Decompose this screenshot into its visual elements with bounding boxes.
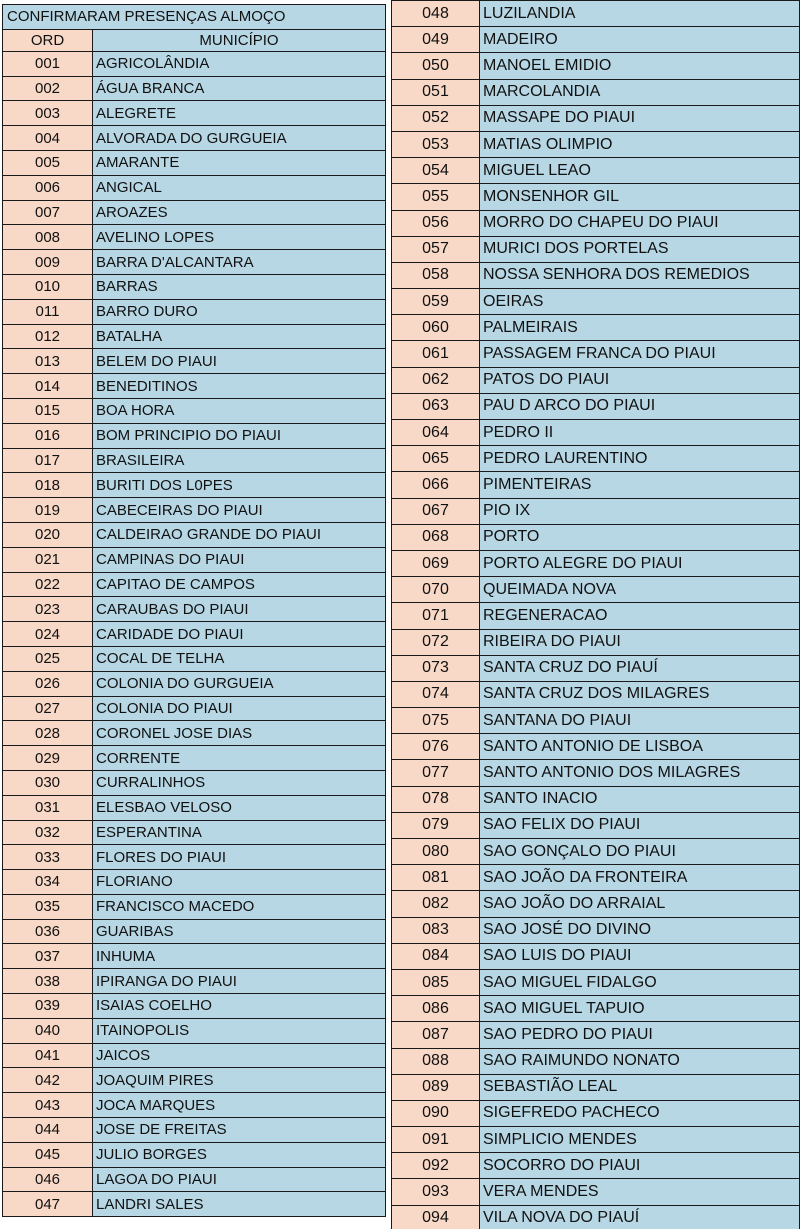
municipio-cell: SAO JOÃO DA FRONTEIRA: [480, 865, 800, 891]
ord-cell: 054: [392, 158, 480, 184]
municipio-cell: REGENERACAO: [480, 603, 800, 629]
municipio-cell: BRASILEIRA: [93, 448, 386, 473]
municipio-cell: LAGOA DO PIAUI: [93, 1167, 386, 1192]
municipio-cell: CAPITAO DE CAMPOS: [93, 572, 386, 597]
municipio-cell: PORTO ALEGRE DO PIAUI: [480, 550, 800, 576]
municipio-cell: SANTA CRUZ DOS MILAGRES: [480, 681, 800, 707]
ord-cell: 008: [3, 225, 93, 250]
ord-cell: 007: [3, 200, 93, 225]
ord-cell: 021: [3, 547, 93, 572]
ord-cell: 036: [3, 919, 93, 944]
table-row: [3, 671, 386, 696]
ord-cell: 031: [3, 795, 93, 820]
ord-cell: 038: [3, 969, 93, 994]
ord-cell: 045: [3, 1142, 93, 1167]
ord-cell: 070: [392, 577, 480, 603]
table-row: [3, 126, 386, 151]
ord-cell: 012: [3, 324, 93, 349]
table-row: [3, 746, 386, 771]
table-row: [3, 969, 386, 994]
ord-cell: 018: [3, 473, 93, 498]
table-row: [392, 1179, 800, 1205]
table-row: [392, 341, 800, 367]
table-row: [3, 770, 386, 795]
table-row: [3, 1142, 386, 1167]
ord-cell: 066: [392, 472, 480, 498]
municipio-cell: PALMEIRAIS: [480, 315, 800, 341]
table-row: [3, 820, 386, 845]
municipio-cell: BURITI DOS L0PES: [93, 473, 386, 498]
municipio-cell: SAO LUIS DO PIAUI: [480, 943, 800, 969]
municipio-cell: CALDEIRAO GRANDE DO PIAUI: [93, 522, 386, 547]
table-row: [3, 894, 386, 919]
ord-cell: 060: [392, 315, 480, 341]
municipio-cell: SANTO ANTONIO DOS MILAGRES: [480, 760, 800, 786]
municipio-cell: JAICOS: [93, 1043, 386, 1068]
municipio-cell: QUEIMADA NOVA: [480, 577, 800, 603]
municipio-cell: ITAINOPOLIS: [93, 1018, 386, 1043]
municipio-cell: SAO MIGUEL TAPUIO: [480, 996, 800, 1022]
table-row: [3, 175, 386, 200]
table-row: [392, 865, 800, 891]
table-row: [3, 498, 386, 523]
municipio-cell: MONSENHOR GIL: [480, 184, 800, 210]
ord-cell: 076: [392, 734, 480, 760]
left-table: [2, 4, 386, 1217]
ord-cell: 028: [3, 721, 93, 746]
municipio-cell: SAO JOÃO DO ARRAIAL: [480, 891, 800, 917]
ord-cell: 040: [3, 1018, 93, 1043]
ord-cell: 077: [392, 760, 480, 786]
ord-cell: 027: [3, 696, 93, 721]
ord-cell: 058: [392, 262, 480, 288]
municipio-cell: NOSSA SENHORA DOS REMEDIOS: [480, 262, 800, 288]
municipio-cell: PEDRO II: [480, 420, 800, 446]
table-row: [392, 550, 800, 576]
municipio-cell: MATIAS OLIMPIO: [480, 131, 800, 157]
municipio-cell: LUZILANDIA: [480, 1, 800, 27]
municipio-cell: CURRALINHOS: [93, 770, 386, 795]
ord-cell: 084: [392, 943, 480, 969]
ord-cell: 039: [3, 994, 93, 1019]
table-row: [3, 622, 386, 647]
table-row: [3, 76, 386, 101]
table-row: [3, 349, 386, 374]
table-row: [3, 572, 386, 597]
table-row: [392, 210, 800, 236]
municipio-cell: SAO PEDRO DO PIAUI: [480, 1022, 800, 1048]
municipio-cell: SAO FELIX DO PIAUI: [480, 812, 800, 838]
table-row: [3, 101, 386, 126]
table-row: [392, 367, 800, 393]
municipio-cell: SIGEFREDO PACHECO: [480, 1100, 800, 1126]
table-row: [392, 236, 800, 262]
table-row: [392, 655, 800, 681]
ord-cell: 083: [392, 917, 480, 943]
municipio-cell: ANGICAL: [93, 175, 386, 200]
ord-cell: 049: [392, 27, 480, 53]
table-row: [392, 812, 800, 838]
table-row: [392, 681, 800, 707]
municipio-cell: ALEGRETE: [93, 101, 386, 126]
table-row: [392, 420, 800, 446]
ord-cell: 034: [3, 870, 93, 895]
table-row: [3, 1167, 386, 1192]
table-row: [392, 289, 800, 315]
municipio-cell: BELEM DO PIAUI: [93, 349, 386, 374]
table-row: [392, 262, 800, 288]
ord-cell: 010: [3, 274, 93, 299]
ord-cell: 002: [3, 76, 93, 101]
municipio-cell: PASSAGEM FRANCA DO PIAUI: [480, 341, 800, 367]
table-row: [3, 150, 386, 175]
ord-cell: 035: [3, 894, 93, 919]
municipio-cell: PIMENTEIRAS: [480, 472, 800, 498]
ord-cell: 005: [3, 150, 93, 175]
table-row: [392, 996, 800, 1022]
table-row: [392, 943, 800, 969]
table-row: [392, 498, 800, 524]
municipio-cell: CORONEL JOSE DIAS: [93, 721, 386, 746]
municipio-cell: CORRENTE: [93, 746, 386, 771]
table-row: [3, 1118, 386, 1143]
municipio-cell: SEBASTIÃO LEAL: [480, 1074, 800, 1100]
municipio-cell: ELESBAO VELOSO: [93, 795, 386, 820]
ord-cell: 067: [392, 498, 480, 524]
ord-cell: 075: [392, 708, 480, 734]
table-row: [3, 1043, 386, 1068]
municipio-cell: LANDRI SALES: [93, 1192, 386, 1217]
municipio-cell: MORRO DO CHAPEU DO PIAUI: [480, 210, 800, 236]
municipio-cell: VERA MENDES: [480, 1179, 800, 1205]
municipio-cell: AROAZES: [93, 200, 386, 225]
ord-cell: 046: [3, 1167, 93, 1192]
municipio-cell: MASSAPE DO PIAUI: [480, 105, 800, 131]
table-row: [392, 446, 800, 472]
municipio-cell: SANTANA DO PIAUI: [480, 708, 800, 734]
ord-cell: 032: [3, 820, 93, 845]
table-row: [392, 1048, 800, 1074]
table-row: [392, 79, 800, 105]
left-table-body: [3, 51, 386, 1216]
ord-cell: 081: [392, 865, 480, 891]
ord-cell: 072: [392, 629, 480, 655]
left-table-container: [2, 4, 386, 1217]
table-row: [392, 131, 800, 157]
ord-cell: 020: [3, 522, 93, 547]
table-row: [3, 1018, 386, 1043]
ord-cell: 052: [392, 105, 480, 131]
municipio-cell: IPIRANGA DO PIAUI: [93, 969, 386, 994]
table-row: [3, 423, 386, 448]
table-row: [3, 324, 386, 349]
table-row: [3, 473, 386, 498]
table-row: [392, 1100, 800, 1126]
municipio-cell: SANTO INACIO: [480, 786, 800, 812]
municipio-cell: CAMPINAS DO PIAUI: [93, 547, 386, 572]
table-row: [3, 1068, 386, 1093]
municipio-cell: AGRICOLÂNDIA: [93, 51, 386, 76]
table-row: [392, 760, 800, 786]
table-row: [392, 1205, 800, 1229]
municipio-header: MUNICÍPIO: [93, 29, 386, 51]
municipio-cell: SAO RAIMUNDO NONATO: [480, 1048, 800, 1074]
table-row: [392, 1022, 800, 1048]
municipio-cell: MANOEL EMIDIO: [480, 53, 800, 79]
ord-cell: 090: [392, 1100, 480, 1126]
table-row: [392, 472, 800, 498]
ord-cell: 074: [392, 681, 480, 707]
table-row: [3, 374, 386, 399]
table-row: [392, 577, 800, 603]
municipio-cell: FLORES DO PIAUI: [93, 845, 386, 870]
municipio-cell: PORTO: [480, 524, 800, 550]
table-row: [3, 200, 386, 225]
municipio-cell: BARRAS: [93, 274, 386, 299]
table-row: [3, 1093, 386, 1118]
municipio-cell: FRANCISCO MACEDO: [93, 894, 386, 919]
ord-cell: 061: [392, 341, 480, 367]
ord-cell: 026: [3, 671, 93, 696]
ord-cell: 013: [3, 349, 93, 374]
table-row: [3, 299, 386, 324]
municipio-cell: ISAIAS COELHO: [93, 994, 386, 1019]
table-row: [3, 398, 386, 423]
ord-cell: 055: [392, 184, 480, 210]
municipio-cell: BATALHA: [93, 324, 386, 349]
ord-cell: 069: [392, 550, 480, 576]
ord-cell: 024: [3, 622, 93, 647]
table-row: [392, 603, 800, 629]
municipio-cell: GUARIBAS: [93, 919, 386, 944]
municipio-cell: SAO JOSÉ DO DIVINO: [480, 917, 800, 943]
ord-cell: 051: [392, 79, 480, 105]
municipio-cell: MURICI DOS PORTELAS: [480, 236, 800, 262]
ord-cell: 071: [392, 603, 480, 629]
table-row: [392, 105, 800, 131]
ord-cell: 059: [392, 289, 480, 315]
ord-cell: 019: [3, 498, 93, 523]
municipio-cell: SAO GONÇALO DO PIAUI: [480, 839, 800, 865]
municipio-cell: JOCA MARQUES: [93, 1093, 386, 1118]
ord-cell: 091: [392, 1127, 480, 1153]
municipio-cell: COCAL DE TELHA: [93, 646, 386, 671]
municipio-cell: SAO MIGUEL FIDALGO: [480, 969, 800, 995]
table-row: [3, 919, 386, 944]
ord-cell: 093: [392, 1179, 480, 1205]
ord-cell: 042: [3, 1068, 93, 1093]
municipio-cell: ESPERANTINA: [93, 820, 386, 845]
municipio-cell: OEIRAS: [480, 289, 800, 315]
table-row: [392, 629, 800, 655]
municipio-cell: CABECEIRAS DO PIAUI: [93, 498, 386, 523]
municipio-cell: PATOS DO PIAUI: [480, 367, 800, 393]
ord-cell: 053: [392, 131, 480, 157]
ord-cell: 023: [3, 597, 93, 622]
municipio-cell: FLORIANO: [93, 870, 386, 895]
municipio-cell: BARRA D'ALCANTARA: [93, 250, 386, 275]
municipio-cell: SIMPLICIO MENDES: [480, 1127, 800, 1153]
right-table-container: [391, 0, 800, 1229]
municipio-cell: BARRO DURO: [93, 299, 386, 324]
ord-cell: 064: [392, 420, 480, 446]
ord-cell: 079: [392, 812, 480, 838]
municipio-cell: SANTO ANTONIO DE LISBOA: [480, 734, 800, 760]
ord-cell: 037: [3, 944, 93, 969]
ord-cell: 029: [3, 746, 93, 771]
municipio-cell: AVELINO LOPES: [93, 225, 386, 250]
title-row: [3, 5, 386, 30]
table-row: [392, 158, 800, 184]
table-row: [392, 524, 800, 550]
table-row: [3, 994, 386, 1019]
ord-cell: 003: [3, 101, 93, 126]
right-table-body: [392, 1, 800, 1229]
table-row: [392, 53, 800, 79]
municipio-cell: VILA NOVA DO PIAUÍ: [480, 1205, 800, 1229]
municipio-cell: BOM PRINCIPIO DO PIAUI: [93, 423, 386, 448]
ord-cell: 082: [392, 891, 480, 917]
ord-cell: 043: [3, 1093, 93, 1118]
ord-cell: 065: [392, 446, 480, 472]
table-row: [3, 845, 386, 870]
table-row: [392, 393, 800, 419]
table-row: [3, 522, 386, 547]
table-row: [3, 225, 386, 250]
table-row: [3, 646, 386, 671]
ord-cell: 056: [392, 210, 480, 236]
municipio-cell: BOA HORA: [93, 398, 386, 423]
header-row: [3, 29, 386, 51]
ord-cell: 011: [3, 299, 93, 324]
right-table: [391, 0, 800, 1229]
table-row: [392, 1153, 800, 1179]
ord-cell: 078: [392, 786, 480, 812]
table-row: [3, 870, 386, 895]
table-row: [392, 184, 800, 210]
table-row: [392, 315, 800, 341]
municipio-cell: ÁGUA BRANCA: [93, 76, 386, 101]
municipio-cell: RIBEIRA DO PIAUI: [480, 629, 800, 655]
municipio-cell: INHUMA: [93, 944, 386, 969]
ord-cell: 057: [392, 236, 480, 262]
ord-cell: 041: [3, 1043, 93, 1068]
ord-cell: 068: [392, 524, 480, 550]
municipio-cell: SANTA CRUZ DO PIAUÍ: [480, 655, 800, 681]
municipio-cell: BENEDITINOS: [93, 374, 386, 399]
municipio-cell: ALVORADA DO GURGUEIA: [93, 126, 386, 151]
table-row: [392, 27, 800, 53]
table-row: [3, 597, 386, 622]
ord-cell: 025: [3, 646, 93, 671]
municipio-cell: CARAUBAS DO PIAUI: [93, 597, 386, 622]
ord-cell: 073: [392, 655, 480, 681]
municipio-cell: MIGUEL LEAO: [480, 158, 800, 184]
table-row: [392, 708, 800, 734]
table-row: [392, 1127, 800, 1153]
table-row: [3, 250, 386, 275]
table-row: [392, 786, 800, 812]
ord-cell: 048: [392, 1, 480, 27]
table-row: [392, 969, 800, 995]
ord-cell: 094: [392, 1205, 480, 1229]
table-row: [392, 734, 800, 760]
municipio-cell: AMARANTE: [93, 150, 386, 175]
table-row: [3, 448, 386, 473]
table-row: [3, 274, 386, 299]
ord-cell: 080: [392, 839, 480, 865]
ord-cell: 047: [3, 1192, 93, 1217]
ord-cell: 088: [392, 1048, 480, 1074]
municipio-cell: MADEIRO: [480, 27, 800, 53]
municipio-cell: MARCOLANDIA: [480, 79, 800, 105]
municipio-cell: JULIO BORGES: [93, 1142, 386, 1167]
ord-cell: 087: [392, 1022, 480, 1048]
table-row: [3, 795, 386, 820]
ord-cell: 089: [392, 1074, 480, 1100]
table-row: [3, 944, 386, 969]
municipio-cell: COLONIA DO GURGUEIA: [93, 671, 386, 696]
ord-cell: 004: [3, 126, 93, 151]
municipio-cell: JOSE DE FREITAS: [93, 1118, 386, 1143]
ord-cell: 015: [3, 398, 93, 423]
table-row: [392, 839, 800, 865]
municipio-cell: PAU D ARCO DO PIAUI: [480, 393, 800, 419]
ord-cell: 014: [3, 374, 93, 399]
ord-cell: 062: [392, 367, 480, 393]
ord-cell: 006: [3, 175, 93, 200]
ord-cell: 016: [3, 423, 93, 448]
ord-cell: 001: [3, 51, 93, 76]
municipio-cell: PEDRO LAURENTINO: [480, 446, 800, 472]
municipio-cell: JOAQUIM PIRES: [93, 1068, 386, 1093]
table-row: [3, 721, 386, 746]
table-row: [3, 51, 386, 76]
ord-cell: 086: [392, 996, 480, 1022]
ord-cell: 050: [392, 53, 480, 79]
ord-cell: 017: [3, 448, 93, 473]
ord-cell: 009: [3, 250, 93, 275]
municipio-cell: COLONIA DO PIAUI: [93, 696, 386, 721]
ord-cell: 085: [392, 969, 480, 995]
ord-cell: 030: [3, 770, 93, 795]
table-row: [392, 1074, 800, 1100]
municipio-cell: PIO IX: [480, 498, 800, 524]
municipio-cell: SOCORRO DO PIAUI: [480, 1153, 800, 1179]
ord-cell: 092: [392, 1153, 480, 1179]
table-row: [392, 891, 800, 917]
table-row: [3, 696, 386, 721]
ord-cell: 063: [392, 393, 480, 419]
ord-header: ORD: [3, 29, 93, 51]
table-row: [3, 547, 386, 572]
ord-cell: 033: [3, 845, 93, 870]
table-row: [3, 1192, 386, 1217]
table-row: [392, 1, 800, 27]
page-title: CONFIRMARAM PRESENÇAS ALMOÇO: [3, 5, 386, 30]
municipio-cell: CARIDADE DO PIAUI: [93, 622, 386, 647]
ord-cell: 022: [3, 572, 93, 597]
table-row: [392, 917, 800, 943]
ord-cell: 044: [3, 1118, 93, 1143]
